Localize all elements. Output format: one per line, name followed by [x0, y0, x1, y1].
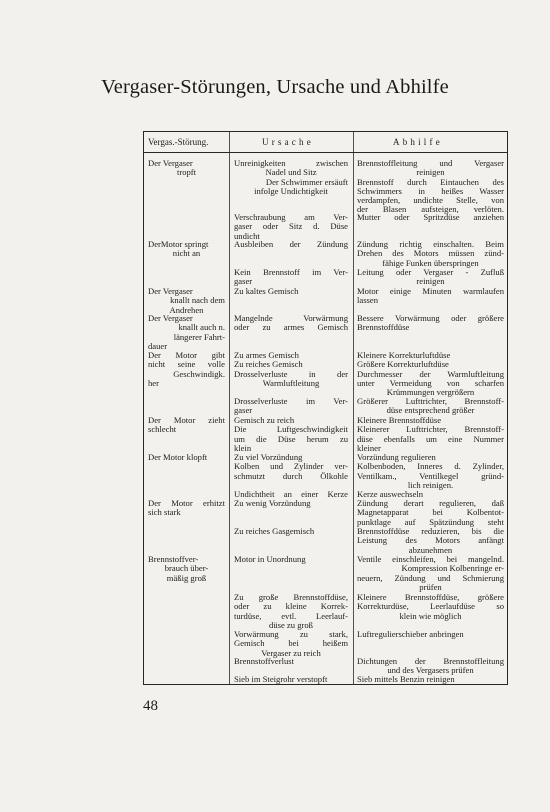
cell-ursache — [234, 630, 348, 658]
cell-line: Durchmesser der Warmluftleitung — [357, 368, 504, 379]
cell-line: DerMotor springt — [148, 239, 209, 249]
cell-line: dauer — [148, 340, 168, 351]
cell-line: Zu viel Vorzündung — [234, 452, 303, 462]
cell-line: Undichtheit an einer Kerze — [234, 489, 348, 499]
cell-abhilfe — [357, 630, 504, 639]
cell-line: prüfen — [419, 581, 442, 592]
cell-line: Leistung des Motors anfängt — [357, 535, 504, 546]
cell-line: Die Luftgeschwindigkeit — [234, 424, 348, 435]
cell-line: Motor in Unordnung — [234, 554, 306, 564]
cell-line: abzunehmen — [408, 544, 453, 555]
cell-abhilfe — [357, 213, 504, 222]
cell-line: und des Vergasers prüfen — [387, 665, 474, 676]
cell-abhilfe — [357, 240, 504, 268]
cell-line: Brennstoffdüse reduzieren, bis die — [357, 526, 504, 536]
cell-line: düse ebenfalls um eine Nummer — [357, 433, 504, 444]
cell-abhilfe — [357, 268, 504, 287]
cell-stoerung — [148, 499, 225, 518]
cell-line: her — [148, 377, 159, 388]
cell-line: nicht an — [172, 248, 201, 259]
cell-line: Der Vergaser — [148, 313, 193, 323]
cell-line: Brennstoffdüse — [357, 322, 410, 333]
cell-ursache — [234, 314, 348, 333]
cell-ursache — [234, 287, 348, 296]
cell-line: klein — [234, 442, 252, 453]
cell-abhilfe — [357, 499, 504, 527]
cell-line: Größere Korrekturluftdüse — [357, 359, 449, 370]
cell-line: Kerze auswechseln — [357, 489, 424, 499]
cell-line: gaser oder Sitz d. Düse — [234, 221, 348, 232]
cell-line: Zündung richtig einschalten. Beim — [357, 239, 504, 249]
cell-abhilfe — [357, 287, 504, 306]
cell-abhilfe — [357, 555, 504, 592]
cell-line: fähige Funken überspringen — [382, 257, 479, 268]
cell-ursache — [234, 453, 348, 481]
header-rule — [144, 152, 507, 153]
cell-line: Brennstoffverlust — [234, 656, 294, 666]
cell-line: Gemisch bei heißem — [234, 638, 348, 649]
cell-line: Drosselverluste im Ver- — [234, 396, 348, 406]
cell-line: reinigen — [416, 167, 445, 178]
cell-line: Dichtungen der Brennstoffleitung — [357, 656, 504, 666]
header-abhilfe: Abhilfe — [393, 137, 443, 147]
cell-abhilfe — [357, 657, 504, 676]
cell-line: Mangelnde Vorwärmung — [234, 313, 348, 323]
cell-line: Drosselverluste in der — [234, 368, 348, 379]
cell-line: Vorwärmung zu stark, — [234, 629, 348, 639]
cell-line: Zu reiches Gemisch — [234, 359, 303, 370]
cell-abhilfe — [357, 675, 504, 684]
cell-line: sich stark — [148, 507, 181, 518]
cell-line: knallt auch n. — [178, 322, 225, 333]
cell-abhilfe — [357, 416, 504, 453]
cell-line: Kein Brennstoff im Ver- — [234, 267, 348, 277]
cell-line: Leitung oder Vergaser - Zufluß — [357, 267, 504, 277]
cell-line: Brennstoff durch Eintauchen des — [357, 176, 504, 187]
cell-stoerung — [148, 555, 225, 583]
cell-line: Bessere Vorwärmung oder größere — [357, 313, 504, 323]
cell-line: Luftregulierschieber anbringen — [357, 629, 464, 639]
cell-line: düse zu groß — [269, 619, 313, 630]
page-number: 48 — [143, 698, 158, 714]
cell-line: Gemisch zu reich — [234, 415, 295, 425]
cell-line: Sieb im Steigrohr verstopft — [234, 674, 328, 684]
cell-line: Nadel und Sitz — [265, 167, 317, 178]
cell-abhilfe — [357, 527, 504, 555]
page-title: Vergaser-Störungen, Ursache und Abhilfe — [101, 76, 449, 98]
cell-line: Kleinere Brennstoffdüse — [357, 415, 442, 425]
cell-line: lich reinigen. — [407, 479, 454, 490]
cell-stoerung — [148, 287, 225, 315]
cell-line: Zündung derart regulieren, daß — [357, 498, 504, 508]
cell-stoerung — [148, 416, 225, 435]
cell-ursache — [234, 159, 348, 196]
cell-line: verdampfen, undichte Stelle, von — [357, 195, 504, 206]
cell-abhilfe — [357, 593, 504, 621]
cell-stoerung — [148, 351, 225, 388]
cell-abhilfe — [357, 351, 504, 397]
cell-ursache — [234, 657, 348, 666]
cell-stoerung — [148, 240, 225, 259]
cell-line: Geschwindigk. — [173, 368, 225, 379]
cell-line: schmutzt durch Ölkohle — [234, 470, 348, 481]
cell-line: um die Düse herum zu — [234, 433, 348, 444]
cell-line: gaser — [234, 405, 253, 416]
cell-line: längerer Fahrt- — [173, 331, 225, 342]
cell-line: Der Motor zieht — [148, 415, 225, 425]
cell-line: Vorzündung regulieren — [357, 452, 436, 462]
cell-line: nicht seine volle — [148, 359, 225, 370]
header-ursache: Ursache — [262, 137, 314, 147]
cell-line: Größerer Lufttrichter, Brennstoff- — [357, 396, 504, 406]
cell-ursache — [234, 555, 348, 564]
cell-line: knallt nach dem — [170, 295, 225, 306]
cell-line: Schwimmers in heißes Wasser — [357, 185, 504, 196]
cell-line: Kleinere Korrekturluftdüse — [357, 350, 451, 360]
cell-ursache — [234, 268, 348, 287]
cell-line: Kolben und Zylinder ver- — [234, 461, 348, 472]
cell-ursache — [234, 240, 348, 249]
cell-line: Ausbleiben der Zündung — [234, 239, 348, 249]
cell-line: Andrehen — [169, 304, 204, 315]
cell-ursache — [234, 675, 348, 684]
cell-line: turdüse, evtl. Leerlauf- — [234, 610, 348, 621]
cell-ursache — [234, 397, 348, 416]
cell-line: Krümmungen vergrößern — [386, 387, 475, 398]
cell-ursache — [234, 593, 348, 630]
cell-line: düse entsprechend größer — [386, 405, 475, 416]
cell-line: Verschraubung am Ver- — [234, 212, 348, 222]
cell-line: reinigen — [416, 276, 445, 287]
cell-line: infolge Undichtigkeit — [254, 185, 328, 196]
cell-line: undicht — [234, 230, 260, 241]
cell-line: Kleinerer Lufttrichter, Brennstoff- — [357, 424, 504, 435]
cell-ursache — [234, 351, 348, 388]
cell-line: Sieb mittels Benzin reinigen — [357, 674, 455, 684]
cell-line: Zu armes Gemisch — [234, 350, 299, 360]
cell-line: Motor einige Minuten warmlaufen — [357, 286, 504, 296]
cell-line: Zu reiches Gasgemisch — [234, 526, 315, 536]
cell-line: Kolbenboden, Inneres d. Zylinder, — [357, 461, 504, 472]
cell-line: Ventile einschleifen, bei mangelnd. — [357, 554, 504, 564]
cell-ursache — [234, 499, 348, 508]
cell-line: Der Schwimmer ersäuft — [265, 176, 348, 187]
cell-stoerung — [148, 314, 225, 351]
cell-line: Drehen des Motors müssen zünd- — [357, 248, 504, 259]
column-divider — [353, 132, 354, 684]
cell-line: Korrekturdüse, Leerlaufdüse so — [357, 601, 504, 612]
cell-line: Der Motor gibt — [148, 350, 225, 360]
cell-line: Warmluftleitung — [262, 377, 320, 388]
cell-stoerung — [148, 159, 225, 178]
cell-line: klein wie möglich — [399, 610, 462, 621]
cell-line: der Blasen aufsteigen, verlöten. — [357, 204, 504, 215]
cell-abhilfe — [357, 159, 504, 215]
cell-line: gaser — [234, 276, 253, 287]
cell-line: Unreinigkeiten zwischen — [234, 158, 348, 168]
cell-line: mäßig groß — [166, 572, 207, 583]
cell-line: Kleinere Brennstoffdüse, größere — [357, 592, 504, 602]
cell-line: punktlage auf Spätzündung steht — [357, 516, 504, 527]
cell-ursache — [234, 416, 348, 453]
cell-line: Der Vergaser — [148, 286, 193, 296]
cell-line: Zu wenig Vorzündung — [234, 498, 311, 508]
cell-line: Der Vergaser — [148, 158, 193, 168]
cell-ursache — [234, 213, 348, 241]
cell-line: kleiner — [357, 442, 381, 453]
cell-line: neuern, Zündung und Schmierung — [357, 572, 504, 583]
cell-line: Ventilkam., Ventilkegel gründ- — [357, 470, 504, 481]
cell-line: Der Motor erhitzt — [148, 498, 225, 508]
cell-line: oder zu kleine Korrek- — [234, 601, 348, 612]
cell-line: Zu große Brennstoffdüse, — [234, 592, 348, 602]
cell-line: Brennstoffver- — [148, 554, 199, 564]
cell-line: tropft — [176, 167, 197, 178]
cell-line: Der Motor klopft — [148, 452, 208, 462]
cell-line: brauch über- — [164, 563, 209, 574]
cell-line: schlecht — [148, 424, 177, 435]
cell-line: Zu kaltes Gemisch — [234, 286, 299, 296]
header-stoerung: Vergas.-Störung. — [148, 137, 209, 147]
cell-line: Brennstoffleitung und Vergaser — [357, 158, 504, 168]
cell-abhilfe — [357, 314, 504, 333]
cell-abhilfe — [357, 397, 504, 416]
troubleshooting-table — [143, 131, 508, 685]
cell-line: unter Vermeidung von scharfen — [357, 377, 504, 388]
column-divider — [229, 132, 230, 684]
cell-line: Vergaser zu reich — [261, 647, 321, 658]
cell-line: lassen — [357, 295, 379, 306]
cell-stoerung — [148, 453, 225, 462]
cell-line: oder zu armes Gemisch — [234, 322, 348, 333]
cell-line: Kompression Kolbenringe er- — [401, 563, 504, 574]
cell-ursache — [234, 527, 348, 536]
cell-abhilfe — [357, 453, 504, 490]
cell-line: Mutter oder Spritzdüse anziehen — [357, 212, 504, 222]
cell-line: Magnetapparat bei Kolbentot- — [357, 507, 504, 518]
